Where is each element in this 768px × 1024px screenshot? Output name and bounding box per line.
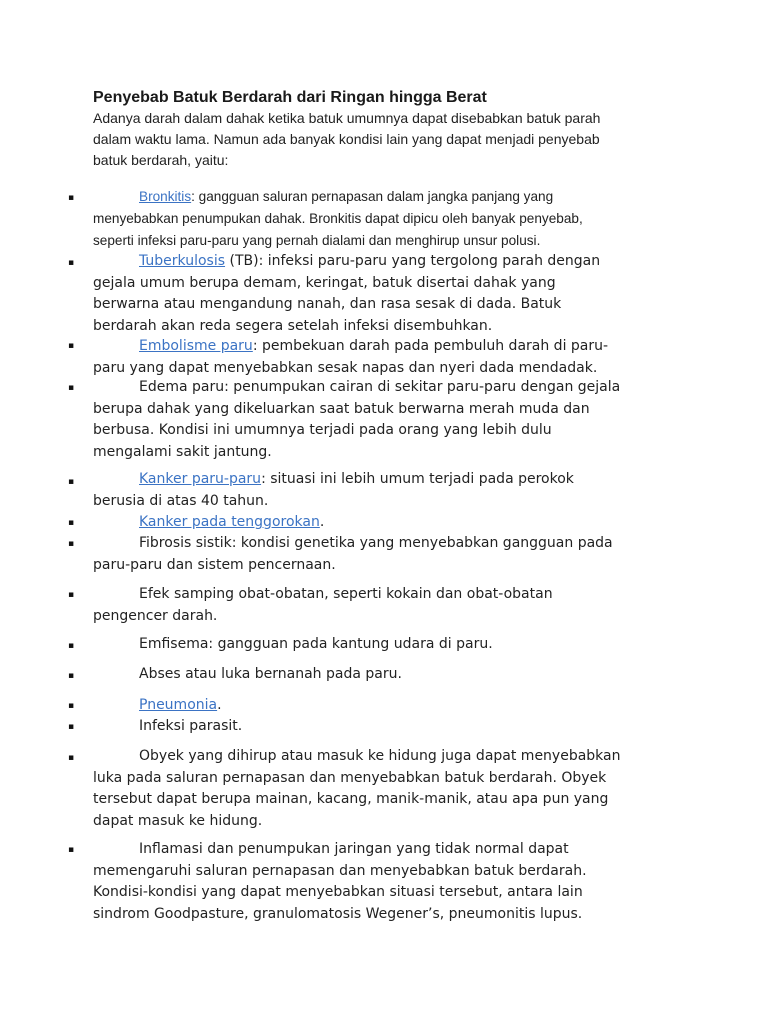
item-text-line: berusia di atas 40 tahun. bbox=[93, 492, 269, 509]
item-text-line: Edema paru: penumpukan cairan di sekitar paru-paru dengan gejala bbox=[139, 379, 621, 395]
item-text-line: seperti infeksi paru-paru yang pernah dialami dan menghirup unsur polusi. bbox=[93, 233, 541, 248]
list-item bbox=[93, 469, 683, 512]
item-text-line: : pembekuan darah pada pembuluh darah di paru- bbox=[252, 338, 609, 354]
item-text-line: Infeksi parasit. bbox=[139, 718, 243, 734]
item-link[interactable]: Embolisme paru bbox=[139, 338, 253, 354]
item-text-line: mengalami sakit jantung. bbox=[93, 443, 272, 460]
list-item bbox=[93, 512, 683, 534]
item-text-line: dapat masuk ke hidung. bbox=[93, 812, 263, 829]
bullet-marker: ▪ bbox=[68, 383, 75, 393]
item-link[interactable]: Pneumonia bbox=[139, 697, 218, 713]
bullet-marker: ▪ bbox=[68, 590, 75, 600]
item-text-line: berdarah akan reda segera setelah infeksi disembuhkan. bbox=[93, 317, 493, 334]
item-text-line: Kondisi-kondisi yang dapat menyebabkan situasi tersebut, antara lain bbox=[93, 884, 583, 900]
item-text-line: (TB): infeksi paru-paru yang tergolong parah dengan bbox=[225, 253, 601, 269]
item-text-line: berbusa. Kondisi ini umumnya terjadi pada orang yang lebih dulu bbox=[93, 422, 552, 438]
item-link[interactable]: Kanker pada tenggorokan bbox=[139, 514, 320, 530]
item-text-line: Efek samping obat-obatan, seperti kokain dan obat-obatan bbox=[139, 586, 553, 602]
bullet-marker: ▪ bbox=[68, 722, 75, 732]
list-item bbox=[93, 251, 683, 337]
item-text-line: Inflamasi dan penumpukan jaringan yang tidak normal dapat bbox=[139, 841, 569, 857]
item-text-line: pengencer darah. bbox=[93, 607, 218, 624]
list-item bbox=[93, 695, 683, 717]
list-item bbox=[93, 584, 683, 627]
item-text-line: . bbox=[319, 514, 325, 530]
list-item bbox=[93, 664, 683, 686]
item-text-line: paru-paru dan sistem pencernaan. bbox=[93, 556, 336, 573]
item-text-line: : situasi ini lebih umum terjadi pada perokok bbox=[261, 471, 574, 487]
bullet-marker: ▪ bbox=[68, 477, 75, 487]
bullet-marker: ▪ bbox=[68, 518, 75, 528]
item-text-line: paru yang dapat menyebabkan sesak napas dan nyeri dada mendadak. bbox=[93, 359, 598, 376]
item-text-line: Emfisema: gangguan pada kantung udara di paru. bbox=[139, 636, 493, 652]
item-text-line: : gangguan saluran pernapasan dalam jangka panjang yang bbox=[191, 189, 554, 204]
list-item bbox=[93, 186, 683, 252]
intro-line: Adanya darah dalam dahak ketika batuk umumnya dapat disebabkan batuk parah bbox=[93, 110, 601, 126]
bullet-marker: ▪ bbox=[68, 701, 75, 711]
item-text-line: Fibrosis sistik: kondisi genetika yang menyebabkan gangguan pada bbox=[139, 535, 613, 551]
bullet-marker: ▪ bbox=[68, 341, 75, 351]
intro-line: batuk berdarah, yaitu: bbox=[93, 152, 229, 168]
bullet-marker: ▪ bbox=[68, 641, 75, 651]
item-text-line: Abses atau luka bernanah pada paru. bbox=[139, 666, 402, 682]
bullet-marker: ▪ bbox=[68, 845, 75, 855]
bullet-marker: ▪ bbox=[68, 753, 75, 763]
bullet-marker: ▪ bbox=[68, 671, 75, 681]
item-text-line: berupa dahak yang dikeluarkan saat batuk berwarna merah muda dan bbox=[93, 400, 590, 417]
item-text-line: . bbox=[217, 697, 222, 713]
item-text-line: menyebabkan penumpukan dahak. Bronkitis dapat dipicu oleh banyak penyebab, bbox=[93, 211, 583, 226]
list-item bbox=[93, 716, 683, 738]
item-text-line: tersebut dapat berupa mainan, kacang, manik-manik, atau apa pun yang bbox=[93, 791, 609, 807]
list-item bbox=[93, 634, 683, 656]
list-item bbox=[93, 336, 683, 379]
item-text-line: gejala umum berupa demam, keringat, batuk disertai dahak yang bbox=[93, 274, 556, 291]
intro-paragraph bbox=[93, 108, 683, 171]
intro-line: dalam waktu lama. Namun ada banyak kondisi lain yang dapat menjadi penyebab bbox=[93, 131, 600, 147]
list-item bbox=[93, 839, 683, 925]
item-link[interactable]: Tuberkulosis bbox=[139, 253, 226, 269]
document-title: Penyebab Batuk Berdarah dari Ringan hingga Berat bbox=[93, 89, 487, 106]
bullet-marker: ▪ bbox=[68, 539, 75, 549]
item-text-line: Obyek yang dihirup atau masuk ke hidung juga dapat menyebabkan bbox=[139, 748, 621, 764]
bullet-marker: ▪ bbox=[68, 258, 75, 268]
item-link[interactable]: Kanker paru-paru bbox=[139, 471, 262, 487]
list-item bbox=[93, 377, 683, 463]
list-item bbox=[93, 746, 683, 832]
list-item bbox=[93, 533, 683, 576]
item-link[interactable]: Bronkitis bbox=[139, 189, 192, 204]
item-text-line: luka pada saluran pernapasan dan menyebabkan batuk berdarah. Obyek bbox=[93, 769, 607, 786]
bullet-marker: ▪ bbox=[68, 193, 75, 203]
item-text-line: memengaruhi saluran pernapasan dan menyebabkan batuk berdarah. bbox=[93, 862, 587, 879]
item-text-line: berwarna atau mengandung nanah, dan rasa sesak di dada. Batuk bbox=[93, 296, 562, 312]
item-text-line: sindrom Goodpasture, granulomatosis Wegener’s, pneumonitis lupus. bbox=[93, 905, 583, 922]
